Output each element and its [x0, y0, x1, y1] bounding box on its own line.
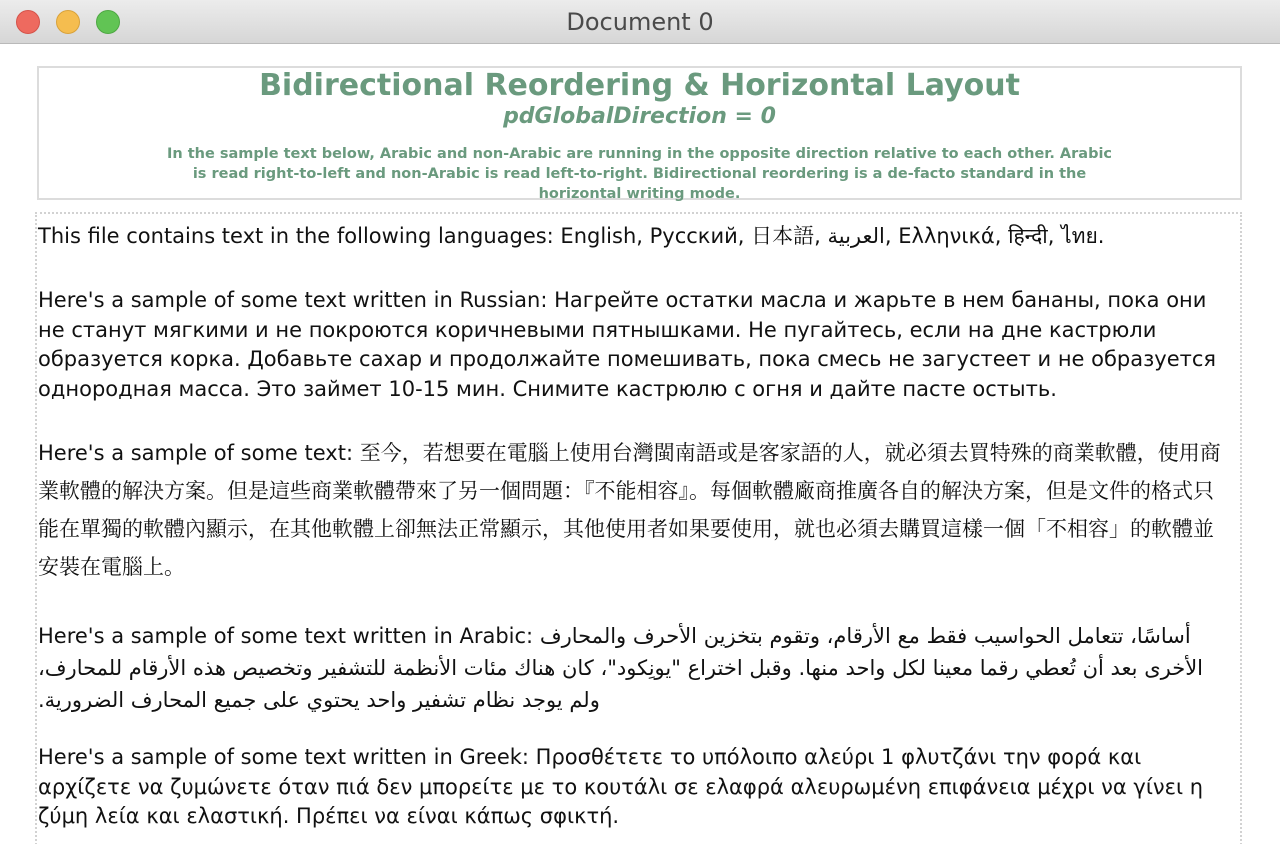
- header-title: Bidirectional Reordering & Horizontal Layout: [259, 68, 1020, 103]
- header-subtitle: pdGlobalDirection = 0: [503, 104, 776, 129]
- arabic-paragraph: [38, 620, 1233, 716]
- title-bar[interactable]: [0, 0, 1280, 44]
- chinese-paragraph: Here's a sample of some text: 至今，若想要在電腦上使用台灣閩南語或是客家語的人，就必須去買特殊的商業軟體，使用商業軟體的解決方案。但是這些商業軟體帶來了另一個問題：『不能相容』。每個軟體廠商推廣各自的解決方案，但是文件的格式只能在單獨的軟體內顯示，在其他軟體上卻無法正常顯示，其他使用者如果要使用，就也必須去購買這樣一個「不相容」的軟體並安裝在電腦上。: [38, 441, 1221, 579]
- document-text-area[interactable]: [35, 212, 1242, 844]
- arabic-text: أساسًا، تتعامل الحواسيب فقط مع الأرقام، وتقوم بتخزين الأحرف والمحارف الأخرى بعد أن تُعطي رقما معينا لكل واحد منها. وقبل اختراع "يونِكود"، كان هناك مئات الأنظمة للتشفير وتخصيص هذه الأرقام للمحارف، ولم يوجد نظام تشفير واحد يحتوي على جميع المحارف الضرورية.: [38, 624, 1204, 712]
- window-title: Document 0: [566, 8, 714, 36]
- greek-paragraph: Here's a sample of some text written in Greek: Προσθέτετε το υπόλοιπο αλεύρι 1 φλυτζάνι την φορά και αρχίζετε να ζυμώνετε όταν πιά δεν μπορείτε με το κουτάλι σε ελαφρά αλευρωμένη επιφάνεια μέχρι να γίνει η ζύμη λεία και ελαστική. Πρέπει να είναι κάπως σφικτή.: [38, 745, 1204, 828]
- header-description: In the sample text below, Arabic and non-Arabic are running in the opposite direction relative to each other. Arabic is read right-to-left and non-Arabic is read left-to-right. Bidirectional reordering is a de-facto standard in the horizontal writing mode.: [166, 146, 1113, 202]
- languages-paragraph: This file contains text in the following languages: English, Русский, 日本語, العربية, Ελληνικά, हिन्दी, ไทย.: [38, 224, 1105, 248]
- header-panel: [37, 66, 1242, 200]
- russian-paragraph: Here's a sample of some text written in Russian: Нагрейте остатки масла и жарьте в нем бананы, пока они не станут мягкими и не покроются коричневыми пятнышками. Не пугайтесь, если на дне кастрюли образуется корка. Добавьте сахар и продолжайте помешивать, пока смесь не загустеет и не образуется однородная масса. Это займет 10-15 мин. Снимите кастрюлю с огня и дайте пасте остыть.: [38, 288, 1217, 401]
- arabic-prefix: Here's a sample of some text written in Arabic:: [38, 624, 540, 648]
